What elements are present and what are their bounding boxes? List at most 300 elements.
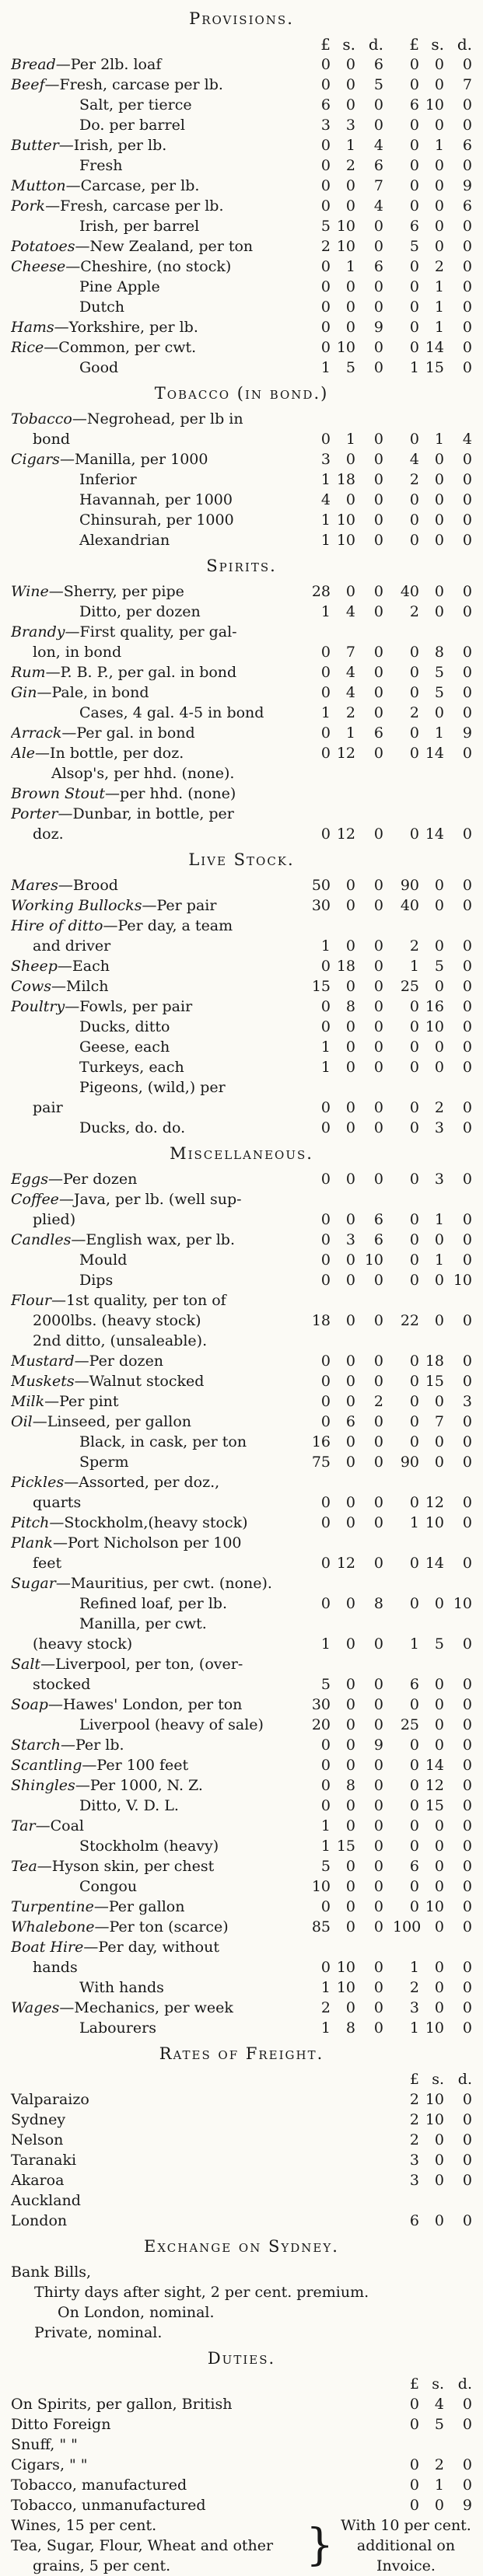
item-label <box>11 1057 290 1077</box>
col-pence: d. <box>457 2375 472 2393</box>
price-low-pence: 0 <box>373 1999 383 2016</box>
price-low-shilling: 0 <box>345 1696 355 1713</box>
rate-pound: 6 <box>409 2212 419 2229</box>
price-row <box>11 469 472 490</box>
item-description: —Per dozen <box>74 1353 164 1370</box>
price-high-shilling: 5 <box>434 958 444 975</box>
price-high-pound: 0 <box>409 644 419 661</box>
price-row <box>11 155 472 176</box>
price-high-pence: 0 <box>462 1797 472 1814</box>
item-description: Turkeys, each <box>79 1059 184 1076</box>
price-high-pence: 0 <box>462 491 472 508</box>
price-high-pound: 0 <box>409 1838 419 1855</box>
item-description: Refined loaf, per lb. <box>79 1595 227 1612</box>
price-high-shilling: 0 <box>434 157 444 174</box>
col-pound: £ <box>409 35 419 54</box>
price-low-pence: 0 <box>373 603 383 620</box>
item-label <box>11 763 290 784</box>
item-label <box>11 1695 290 1715</box>
price-high-shilling: 0 <box>434 56 444 73</box>
price-high-pound: 0 <box>409 511 419 529</box>
price-low-pence: 0 <box>373 684 383 701</box>
rate-pound: 0 <box>409 2396 419 2413</box>
item-description: —English wax, per lb. <box>71 1231 235 1248</box>
price-high-shilling: 3 <box>434 1119 444 1136</box>
price-high-pound: 40 <box>400 897 419 914</box>
item-label <box>11 277 290 297</box>
rate-pound: 3 <box>409 2152 419 2169</box>
item-name: Rice <box>11 339 44 356</box>
brace-left-line: Tea, Sugar, Flour, Wheat and other <box>11 2537 274 2554</box>
item-description: Salt, per tierce <box>79 96 192 113</box>
item-label <box>11 1674 290 1695</box>
price-low-pound: 0 <box>320 1373 331 1390</box>
item-label <box>11 602 290 622</box>
price-high-pound: 0 <box>409 724 419 742</box>
price-low-shilling: 10 <box>336 339 355 356</box>
item-label <box>11 703 290 723</box>
item-name: Hire of ditto <box>11 917 103 934</box>
price-low-shilling: 0 <box>345 1018 355 1035</box>
item-name: Plank <box>11 1534 53 1552</box>
price-high-shilling: 0 <box>434 603 444 620</box>
duties-row <box>11 2455 472 2475</box>
price-low-pound: 30 <box>311 1696 331 1713</box>
item-description: With hands <box>79 1979 164 1996</box>
price-row <box>11 936 472 956</box>
item-name: Wine <box>11 583 49 600</box>
price-high-shilling: 16 <box>425 998 444 1015</box>
rate-pound: 0 <box>409 2416 419 2433</box>
price-low-pence: 0 <box>373 218 383 235</box>
price-low-pound: 0 <box>320 298 331 316</box>
misc-list <box>11 1169 472 2038</box>
price-low-shilling: 0 <box>345 491 355 508</box>
price-row <box>11 682 472 703</box>
price-high-shilling: 5 <box>434 684 444 701</box>
price-row <box>11 2018 472 2038</box>
price-high-pound: 0 <box>409 1797 419 1814</box>
price-high-pence: 0 <box>462 1878 472 1895</box>
price-row <box>11 429 472 449</box>
price-low-pence: 0 <box>373 644 383 661</box>
price-low-pound: 0 <box>320 76 331 93</box>
item-label <box>11 469 290 490</box>
price-low-shilling: 0 <box>345 1272 355 1289</box>
price-high-pence: 0 <box>462 1817 472 1834</box>
price-row <box>11 317 472 337</box>
price-row <box>11 1331 472 1351</box>
brace-right-line: Invoice. <box>376 2557 436 2574</box>
item-label <box>11 95 290 115</box>
price-low-pound: 0 <box>320 1737 331 1754</box>
price-high-pence: 0 <box>462 218 472 235</box>
price-low-pence: 0 <box>373 1838 383 1855</box>
price-high-pence: 6 <box>462 137 472 154</box>
item-description: bond <box>33 431 71 448</box>
rate-pound: 0 <box>409 2477 419 2494</box>
price-high-pound: 0 <box>409 157 419 174</box>
price-low-pound: 15 <box>311 978 331 995</box>
rate-shilling: 4 <box>434 2396 444 2413</box>
price-high-shilling: 0 <box>434 1272 444 1289</box>
item-description: —Irish, per lb. <box>58 137 167 154</box>
price-low-pound: 0 <box>320 319 331 336</box>
freight-label: Auckland <box>11 2192 81 2209</box>
price-low-pound: 20 <box>311 1716 331 1733</box>
price-row <box>11 54 472 75</box>
price-low-pound: 0 <box>320 1797 331 1814</box>
price-row <box>11 1695 472 1715</box>
price-low-pence: 0 <box>373 1312 383 1329</box>
rate-pound: 2 <box>409 2131 419 2148</box>
price-high-shilling: 0 <box>434 451 444 468</box>
price-low-pound: 30 <box>311 897 331 914</box>
price-row <box>11 1755 472 1775</box>
price-high-pound: 22 <box>400 1312 419 1329</box>
price-high-pence: 0 <box>462 1858 472 1875</box>
price-low-pence: 0 <box>373 1171 383 1188</box>
price-low-pence: 0 <box>373 1454 383 1471</box>
rate-pence: 0 <box>462 2396 472 2413</box>
price-low-shilling: 1 <box>345 724 355 742</box>
freight-row <box>11 2190 472 2211</box>
price-high-pound: 0 <box>409 745 419 762</box>
price-low-pence: 0 <box>373 117 383 134</box>
item-description: —Pale, in bond <box>37 684 149 701</box>
price-low-shilling: 0 <box>345 1797 355 1814</box>
price-low-shilling: 0 <box>345 197 355 215</box>
price-low-pence: 6 <box>373 56 383 73</box>
price-high-pence: 0 <box>462 644 472 661</box>
price-high-shilling: 0 <box>434 897 444 914</box>
price-high-pence: 0 <box>462 1635 472 1653</box>
price-low-shilling: 4 <box>345 684 355 701</box>
rate-pence: 0 <box>462 2111 472 2128</box>
price-high-pence: 0 <box>462 278 472 295</box>
item-description: —Each <box>57 958 110 975</box>
item-name: Wages <box>11 1999 60 2016</box>
item-name: Hams <box>11 319 54 336</box>
rate-pence: 0 <box>462 2477 472 2494</box>
item-label <box>11 804 290 824</box>
item-description: —Per ton (scarce) <box>94 1918 229 1935</box>
item-name: Starch <box>11 1737 61 1754</box>
freight-heading: Rates of Freight. <box>159 2044 324 2063</box>
price-low-shilling: 18 <box>336 958 355 975</box>
item-label <box>11 1977 290 1998</box>
price-high-pence: 0 <box>462 1514 472 1531</box>
item-description: —Hyson skin, per chest <box>37 1858 215 1875</box>
price-row <box>11 622 472 642</box>
price-high-pence: 0 <box>462 1838 472 1855</box>
price-row <box>11 662 472 682</box>
price-row <box>11 1573 472 1593</box>
price-low-shilling: 0 <box>345 1757 355 1774</box>
price-high-pence: 0 <box>462 56 472 73</box>
item-description: —Dunbar, in bottle, per <box>58 805 234 822</box>
price-high-pence: 10 <box>453 1272 472 1289</box>
price-high-pound: 100 <box>393 1918 422 1935</box>
price-low-pence: 0 <box>373 1878 383 1895</box>
item-name: Gin <box>11 684 37 701</box>
price-low-pound: 0 <box>320 1595 331 1612</box>
price-high-shilling: 0 <box>434 978 444 995</box>
price-high-pence: 0 <box>462 937 472 955</box>
price-row <box>11 1169 472 1189</box>
price-low-pound: 1 <box>320 1838 331 1855</box>
item-label <box>11 1775 290 1796</box>
price-high-pound: 0 <box>409 117 419 134</box>
exchange-line: Thirty days after sight, 2 per cent. premium. <box>34 2284 369 2301</box>
price-low-pence: 5 <box>373 76 383 93</box>
price-low-pence: 0 <box>373 958 383 975</box>
price-low-shilling: 0 <box>345 897 355 914</box>
price-low-pound: 0 <box>320 197 331 215</box>
price-high-pound: 0 <box>409 998 419 1015</box>
item-label <box>11 784 290 804</box>
price-high-shilling: 14 <box>425 1757 444 1774</box>
price-high-shilling: 14 <box>425 339 444 356</box>
price-low-shilling: 3 <box>345 117 355 134</box>
rate-pence: 0 <box>462 2172 472 2189</box>
price-high-pence: 0 <box>462 319 472 336</box>
price-low-pence: 0 <box>373 1514 383 1531</box>
item-name: Porter <box>11 805 58 822</box>
price-row <box>11 1077 472 1098</box>
price-high-shilling: 0 <box>434 1454 444 1471</box>
col-shilling: s. <box>432 2375 444 2393</box>
price-high-shilling: 0 <box>434 117 444 134</box>
price-high-shilling: 2 <box>434 1099 444 1116</box>
price-row <box>11 530 472 550</box>
exchange-heading: Exchange on Sydney. <box>144 2237 339 2256</box>
duties-row <box>11 2435 472 2455</box>
item-description: —Per day, a team <box>103 917 233 934</box>
price-high-pence: 0 <box>462 1353 472 1370</box>
price-low-shilling: 0 <box>345 76 355 93</box>
price-high-pence: 0 <box>462 471 472 488</box>
item-name: Scantling <box>11 1757 82 1774</box>
price-high-pound: 0 <box>409 664 419 681</box>
item-label <box>11 1614 290 1634</box>
price-low-pence: 0 <box>373 1373 383 1390</box>
item-name: Sugar <box>11 1575 56 1592</box>
price-high-pence: 0 <box>462 684 472 701</box>
freight-label: Sydney <box>11 2111 66 2128</box>
item-description: —Fresh, carcase per lb. <box>45 197 224 215</box>
price-low-pound: 2 <box>320 1999 331 2016</box>
price-low-pound: 0 <box>320 137 331 154</box>
price-high-shilling: 3 <box>434 1171 444 1188</box>
freight-row <box>11 2130 472 2150</box>
item-description: (heavy stock) <box>33 1635 133 1653</box>
item-description: Congou <box>79 1878 138 1895</box>
price-high-shilling: 0 <box>434 238 444 255</box>
price-high-shilling: 10 <box>425 2019 444 2037</box>
price-row <box>11 581 472 602</box>
price-high-pound: 40 <box>400 583 419 600</box>
price-low-pence: 0 <box>373 471 383 488</box>
price-row <box>11 1553 472 1573</box>
duties-brace-note <box>11 2515 472 2576</box>
price-low-pence: 2 <box>373 1393 383 1410</box>
price-row <box>11 1351 472 1371</box>
item-label <box>11 1290 290 1311</box>
item-description: —Milch <box>51 978 109 995</box>
item-label <box>11 1098 290 1118</box>
price-low-pound: 1 <box>320 532 331 549</box>
freight-label: Valparaizo <box>11 2091 89 2108</box>
price-high-pence: 0 <box>462 1454 472 1471</box>
price-high-pound: 6 <box>409 1676 419 1693</box>
item-name: Flour <box>11 1292 52 1309</box>
price-row <box>11 1057 472 1077</box>
col-pence: d. <box>457 35 472 54</box>
price-low-shilling: 0 <box>345 1676 355 1693</box>
price-low-pence: 0 <box>373 491 383 508</box>
price-low-pound: 1 <box>320 359 331 376</box>
price-low-shilling: 0 <box>345 1737 355 1754</box>
price-row <box>11 1017 472 1037</box>
item-label <box>11 622 290 642</box>
price-row <box>11 277 472 297</box>
price-high-pence: 0 <box>462 1676 472 1693</box>
price-row <box>11 1836 472 1856</box>
price-low-pence: 4 <box>373 137 383 154</box>
price-low-shilling: 0 <box>345 1171 355 1188</box>
price-low-pence: 0 <box>373 1353 383 1370</box>
price-low-shilling: 0 <box>345 278 355 295</box>
price-low-shilling: 1 <box>345 258 355 275</box>
item-label <box>11 1371 290 1391</box>
price-low-shilling: 6 <box>345 1413 355 1430</box>
item-name: Mares <box>11 877 58 894</box>
price-high-shilling: 15 <box>425 1797 444 1814</box>
price-low-shilling: 0 <box>345 1393 355 1410</box>
price-low-pound: 0 <box>320 998 331 1015</box>
price-low-shilling: 2 <box>345 157 355 174</box>
price-low-pence: 0 <box>373 278 383 295</box>
col-pound: £ <box>409 2071 419 2088</box>
price-low-shilling: 8 <box>345 2019 355 2037</box>
price-row <box>11 1432 472 1452</box>
rate-pence: 0 <box>462 2091 472 2108</box>
price-row <box>11 895 472 916</box>
price-high-pence: 0 <box>462 339 472 356</box>
price-high-pound: 2 <box>409 471 419 488</box>
item-label <box>11 490 290 510</box>
item-description: Alexandrian <box>79 532 170 549</box>
price-high-pence: 0 <box>462 1555 472 1572</box>
price-low-pence: 0 <box>373 704 383 721</box>
price-high-pound: 0 <box>409 298 419 316</box>
price-high-shilling: 0 <box>434 197 444 215</box>
price-high-shilling: 0 <box>434 704 444 721</box>
price-high-pence: 4 <box>462 431 472 448</box>
col-shilling: s. <box>431 35 444 54</box>
price-high-pound: 0 <box>409 76 419 93</box>
price-low-pound: 2 <box>320 238 331 255</box>
price-low-shilling: 10 <box>336 218 355 235</box>
price-low-pence: 0 <box>373 359 383 376</box>
price-low-shilling: 0 <box>345 1038 355 1056</box>
duties-row <box>11 2394 472 2414</box>
item-label <box>11 1492 290 1513</box>
item-label <box>11 1654 290 1674</box>
item-label <box>11 1735 290 1755</box>
price-row <box>11 1492 472 1513</box>
item-label <box>11 216 290 236</box>
price-high-pound: 2 <box>409 603 419 620</box>
price-high-pound: 0 <box>409 826 419 843</box>
price-high-shilling: 10 <box>425 1514 444 1531</box>
price-high-pound: 0 <box>409 319 419 336</box>
price-high-pence: 0 <box>462 1716 472 1733</box>
price-low-pence: 0 <box>373 877 383 894</box>
price-high-pound: 0 <box>409 1353 419 1370</box>
price-low-pence: 0 <box>373 96 383 113</box>
price-high-shilling: 0 <box>434 491 444 508</box>
price-high-pound: 2 <box>409 704 419 721</box>
price-high-pence: 0 <box>462 1918 472 1935</box>
price-high-pence: 0 <box>462 1777 472 1794</box>
column-header <box>11 34 472 54</box>
rate-shilling: 0 <box>434 2131 444 2148</box>
item-name: Beef <box>11 76 45 93</box>
price-high-shilling: 0 <box>434 76 444 93</box>
item-description: quarts <box>33 1494 82 1511</box>
price-low-shilling: 3 <box>345 1231 355 1248</box>
price-low-pence: 0 <box>373 511 383 529</box>
item-description: Chinsurah, per 1000 <box>79 511 234 529</box>
price-low-pound: 6 <box>320 96 331 113</box>
col-pound: £ <box>409 2375 419 2393</box>
item-label <box>11 176 290 196</box>
price-high-pence: 0 <box>462 532 472 549</box>
price-row <box>11 1876 472 1897</box>
item-label <box>11 155 290 176</box>
item-description: —Yorkshire, per lb. <box>54 319 198 336</box>
price-high-pound: 0 <box>409 491 419 508</box>
price-high-pence: 0 <box>462 1099 472 1116</box>
price-low-pound: 0 <box>320 157 331 174</box>
price-low-pence: 0 <box>373 1918 383 1935</box>
price-high-pence: 0 <box>462 1696 472 1713</box>
price-low-pound: 1 <box>320 511 331 529</box>
item-description: Ducks, ditto <box>79 1018 170 1035</box>
item-name: Sheep <box>11 958 58 975</box>
price-high-pound: 0 <box>409 1696 419 1713</box>
price-low-pence: 6 <box>373 258 383 275</box>
duties-label: Tobacco, unmanufactured <box>11 2497 206 2514</box>
price-low-pound: 5 <box>320 1676 331 1693</box>
price-low-pence: 0 <box>373 1413 383 1430</box>
price-row <box>11 1250 472 1270</box>
price-high-shilling: 0 <box>434 471 444 488</box>
price-low-pound: 0 <box>320 1393 331 1410</box>
price-low-pound: 85 <box>311 1918 331 1935</box>
price-low-pence: 0 <box>373 1716 383 1733</box>
price-high-shilling: 10 <box>425 1898 444 1915</box>
price-row <box>11 804 472 824</box>
price-high-pence: 0 <box>462 1433 472 1450</box>
rate-pound: 2 <box>409 2091 419 2108</box>
price-low-pound: 0 <box>320 1211 331 1228</box>
freight-label: Taranaki <box>11 2152 77 2169</box>
price-high-shilling: 0 <box>434 1231 444 1248</box>
price-low-pence: 9 <box>373 319 383 336</box>
